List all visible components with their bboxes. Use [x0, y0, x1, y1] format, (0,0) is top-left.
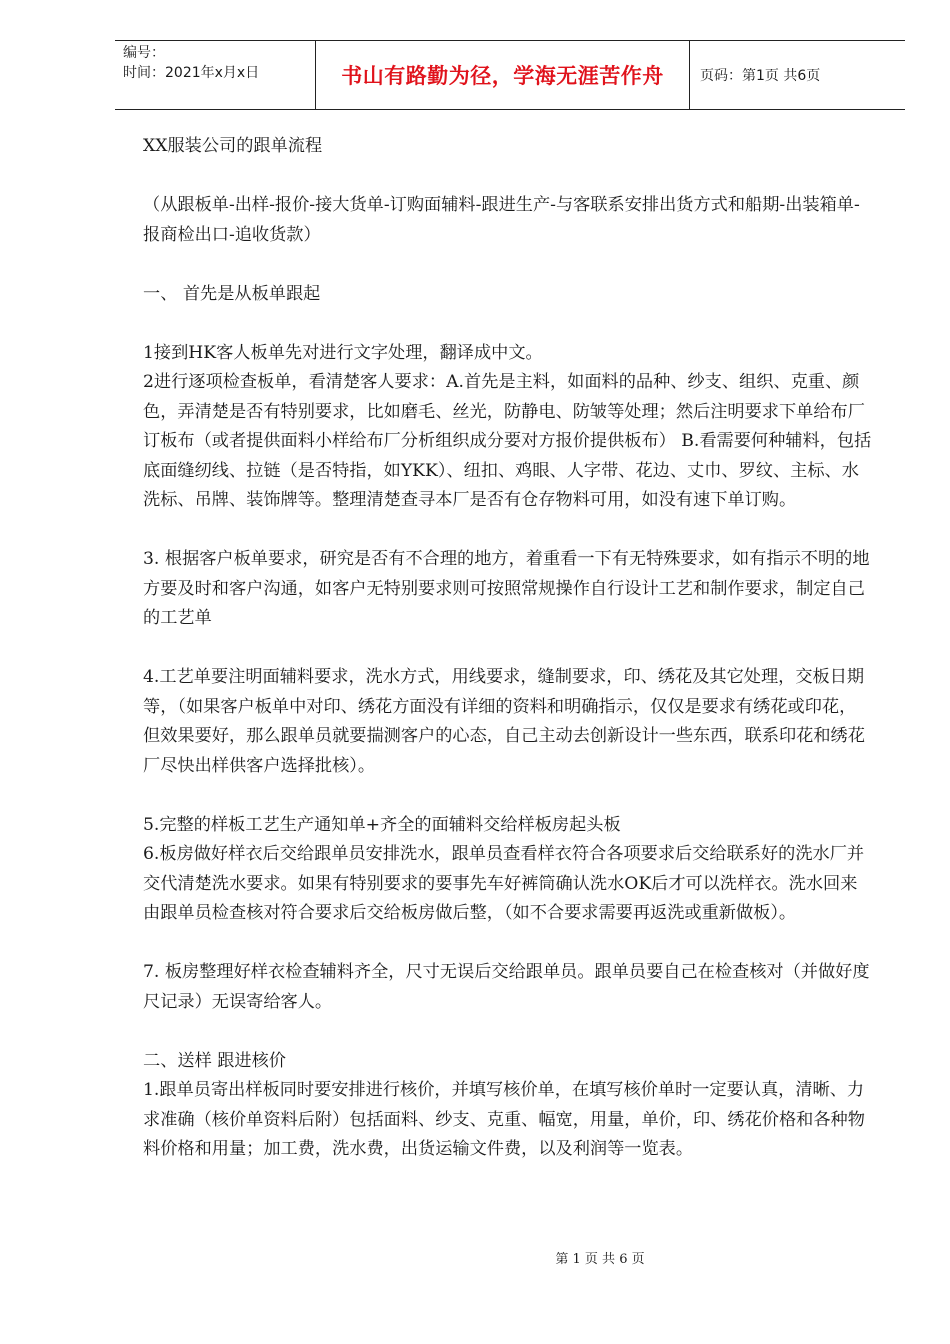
section1-paragraph-3: 3. 根据客户板单要求，研究是否有不合理的地方，着重看一下有无特殊要求，如有指示不明的地方要及时和客户沟通，如客户无特别要求则可按照常规操作自行设计工艺和制作要求，制定自己的工艺单 — [143, 549, 870, 628]
section1-paragraph-6: 6.板房做好样衣后交给跟单员安排洗水，跟单员查看样衣符合各项要求后交给联系好的洗水厂并交代清楚洗水要求。如果有特别要求的要事先车好裤筒确认洗水OK后才可以洗样衣。洗水回来由跟单员检查核对符合要求后交给板房做后整，（如不合要求需要再返洗或重新做板）。 — [143, 844, 865, 923]
page-footer: 第 1 页 共 6 页 — [555, 1252, 645, 1267]
time-label: 时间：2021年x月x日 — [123, 65, 260, 81]
page-label: 页码：第1页 共6页 — [700, 68, 821, 84]
section1-paragraph-1: 1接到HK客人板单先对进行文字处理，翻译成中文。 — [143, 342, 543, 363]
section1-paragraph-5: 5.完整的样板工艺生产通知单+齐全的面辅料交给样板房起头板 — [143, 814, 621, 835]
document-subtitle: （从跟板单-出样-报价-接大货单-订购面辅料-跟进生产-与客联系安排出货方式和船期-出装箱单-报商检出口-追收货款） — [143, 195, 860, 245]
document-body — [143, 132, 873, 1165]
section1-paragraph-2: 2进行逐项检查板单，看清楚客人要求：A.首先是主料，如面料的品种、纱支、组织、克重、颜色，弄清楚是否有特别要求，比如磨毛、丝光，防静电、防皱等处理；然后注明要求下单给布厂订板布（或者提供面料小样给布厂分析组织成分要对方报价提供板布） B.看需要何种辅料，包括底面缝纫线、拉链（是否特指，如YKK）、纽扣、鸡眼、人字带、花边、丈巾、罗纹、主标、水洗标、吊牌、装饰牌等。整理清楚查寻本厂是否有仓存物料可用，如没有速下单订购。 — [143, 372, 872, 510]
section1-paragraph-7: 7. 板房整理好样衣检查辅料齐全，尺寸无误后交给跟单员。跟单员要自己在检查核对（并做好度尺记录）无误寄给客人。 — [143, 962, 870, 1012]
header-meta — [115, 41, 315, 109]
document-header — [115, 40, 905, 110]
section1-heading: 一、 首先是从板单跟起 — [143, 283, 321, 304]
section2-paragraph-1: 1.跟单员寄出样板同时要安排进行核价，并填写核价单，在填写核价单时一定要认真，清晰、力求准确（核价单资料后附）包括面料、纱支、克重、幅宽，用量，单价，印、绣花价格和各种物料价格和用量；加工费，洗水费，出货运输文件费，以及利润等一览表。 — [143, 1080, 865, 1159]
number-label: 编号： — [123, 45, 165, 61]
document-title: XX服装公司的跟单流程 — [143, 136, 323, 156]
section2-heading: 二、送样 跟进核价 — [143, 1050, 286, 1071]
section1-paragraph-4: 4.工艺单要注明面辅料要求，洗水方式，用线要求，缝制要求，印、绣花及其它处理，交板日期等，（如果客户板单中对印、绣花方面没有详细的资料和明确指示，仅仅是要求有绣花或印花，但效果要好，那么跟单员就要揣测客户的心态，自己主动去创新设计一些东西，联系印花和绣花厂尽快出样供客户选择批核）。 — [143, 667, 865, 776]
slogan-text: 书山有路勤为径，学海无涯苦作舟 — [341, 64, 664, 88]
header-slogan-cell — [315, 41, 690, 109]
